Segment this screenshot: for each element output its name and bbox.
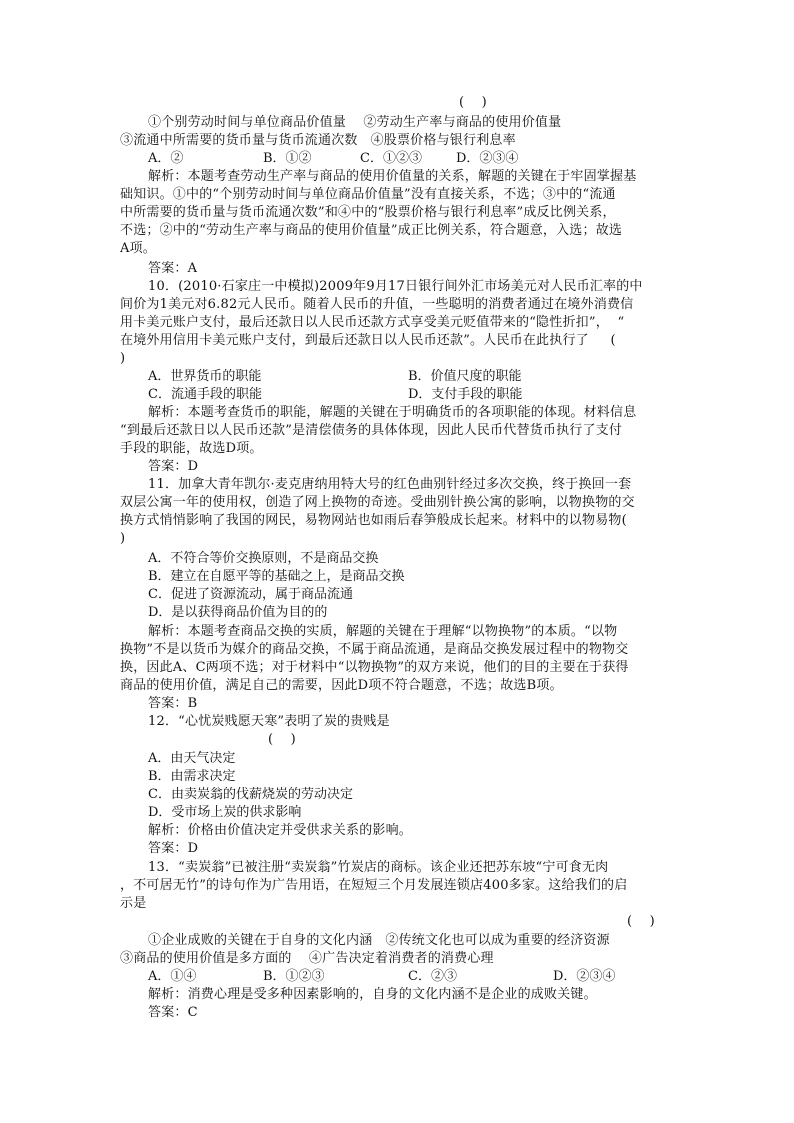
question-stem: 双层公寓一年的使用权，创造了网上换物的奇迹。受曲别针换公寓的影响，以物换物的交 <box>120 495 635 510</box>
option-c: C．促进了资源流动，属于商品流通 <box>148 587 353 602</box>
question-stem: 换方式悄悄影响了我国的网民，易物网站也如雨后春笋般成长起来。材料中的以物易物( <box>120 513 627 528</box>
option-d: D．受市场上炭的供求影响 <box>148 805 302 820</box>
answer-text: 答案：B <box>148 696 198 711</box>
option-d: D．支付手段的职能 <box>408 387 523 402</box>
analysis-text: 解析：本题考查货币的职能，解题的关键在于明确货币的各项职能的体现。材料信息 <box>148 405 637 420</box>
analysis-text: 解析：价格由价值决定并受供求关系的影响。 <box>148 823 413 838</box>
question-stem: 10．(2010·石家庄一中模拟)2009年9月17日银行间外汇市场美元对人民币汇率的中 <box>148 279 643 294</box>
option-d: D．是以获得商品价值为目的的 <box>148 605 328 620</box>
analysis-text: 中所需要的货币量与货币流通次数”和④中的“股票价格与银行利息率”成反比例关系， <box>120 205 616 220</box>
analysis-text: 础知识。①中的“个别劳动时间与单位商品价值量”没有直接关系，不选；③中的“流通 <box>120 187 616 202</box>
question-stem: 用卡美元账户支付，最后还款日以人民币还款方式享受美元贬值带来的“隐性折扣”， “ <box>120 315 625 330</box>
choice-line: ①企业成败的关键在于自身的文化内涵 ②传统文化也可以成为重要的经济资源 <box>148 933 610 948</box>
analysis-text: 换，因此A、C两项不选；对于材料中“以物换物”的双方来说，他们的目的主要在于获得 <box>120 660 629 675</box>
analysis-text: “到最后还款日以人民币还款”是清偿债务的具体体现，因此人民币代替货币执行了支付 <box>120 423 623 438</box>
question-stem: ) <box>120 531 126 546</box>
option-b: B．价值尺度的职能 <box>408 369 522 384</box>
option-b: B．建立在自愿平等的基础之上，是商品交换 <box>148 569 405 584</box>
analysis-text: 手段的职能，故选D项。 <box>120 441 263 456</box>
question-stem: 12．“心忧炭贱愿天寒”表明了炭的贵贱是 <box>148 714 390 729</box>
option-a: A．①④ <box>148 969 197 984</box>
question-stem: 示是 <box>120 896 147 911</box>
option-a: A．由天气决定 <box>148 751 236 766</box>
analysis-text: 不选；②中的“劳动生产率与商品的使用价值量”成正比例关系，符合题意，入选；故选 <box>120 223 623 238</box>
choice-line: ③商品的使用价值是多方面的 ④广告决定着消费者的消费心理 <box>120 951 494 966</box>
analysis-text: 解析：本题考查劳动生产率与商品的使用价值量的关系，解题的关键在于牢固掌握基 <box>148 169 637 184</box>
answer-text: 答案：D <box>148 459 199 474</box>
answer-text: 答案：D <box>148 841 199 856</box>
analysis-text: 解析：消费心理是受多种因素影响的，自身的文化内涵不是企业的成败关键。 <box>148 987 597 1002</box>
option-c: C．由卖炭翁的伐薪烧炭的劳动决定 <box>148 787 353 802</box>
answer-paren: ( ) <box>268 732 296 747</box>
analysis-text: 商品的使用价值，满足自己的需要，因此D项不符合题意，不选；故选B项。 <box>120 678 563 693</box>
option-b: B．①②③ <box>263 969 325 984</box>
option-a: A．世界货币的职能 <box>148 369 262 384</box>
option-b: B．由需求决定 <box>148 769 236 784</box>
question-stem: ，不可居无竹”的诗句作为广告用语，在短短三个月发展连锁店400多家。这给我们的启 <box>120 878 628 893</box>
analysis-text: A项。 <box>120 241 156 256</box>
choice-line: ①个别劳动时间与单位商品价值量 ②劳动生产率与商品的使用价值量 <box>148 115 562 130</box>
question-stem: ) <box>120 351 126 366</box>
option-b: B．①② <box>263 151 312 166</box>
option-c: C．②③ <box>408 969 457 984</box>
question-stem: 间价为1美元对6.82元人民币。随着人民币的升值，一些聪明的消费者通过在境外消费信 <box>120 297 634 312</box>
answer-paren: ( ) <box>627 914 655 929</box>
option-a: A．不符合等价交换原则，不是商品交换 <box>148 551 379 566</box>
analysis-text: 解析：本题考查商品交换的实质，解题的关键在于理解“以物换物”的本质。“以物 <box>148 624 618 639</box>
answer-paren: ( ) <box>459 95 487 110</box>
answer-text: 答案：A <box>148 261 198 276</box>
option-a: A．② <box>148 151 184 166</box>
choice-line: ③流通中所需要的货币量与货币流通次数 ④股票价格与银行利息率 <box>120 133 516 148</box>
question-stem: 在境外用信用卡美元账户支付，到最后还款日以人民币还款”。人民币在此执行了 ( <box>120 333 616 348</box>
analysis-text: 换物”不是以货币为媒介的商品交换，不属于商品流通，是商品交换发展过程中的物物交 <box>120 642 629 657</box>
option-d: D．②③④ <box>456 151 519 166</box>
option-c: C．①②③ <box>360 151 422 166</box>
option-c: C．流通手段的职能 <box>148 387 262 402</box>
question-stem: 13．“卖炭翁”已被注册“卖炭翁”竹炭店的商标。该企业还把苏东坡“宁可食无肉 <box>148 860 609 875</box>
answer-text: 答案：C <box>148 1005 198 1020</box>
question-stem: 11．加拿大青年凯尔·麦克唐纳用特大号的红色曲别针经过多次交换，终于换回一套 <box>148 477 632 492</box>
option-d: D．②③④ <box>553 969 616 984</box>
